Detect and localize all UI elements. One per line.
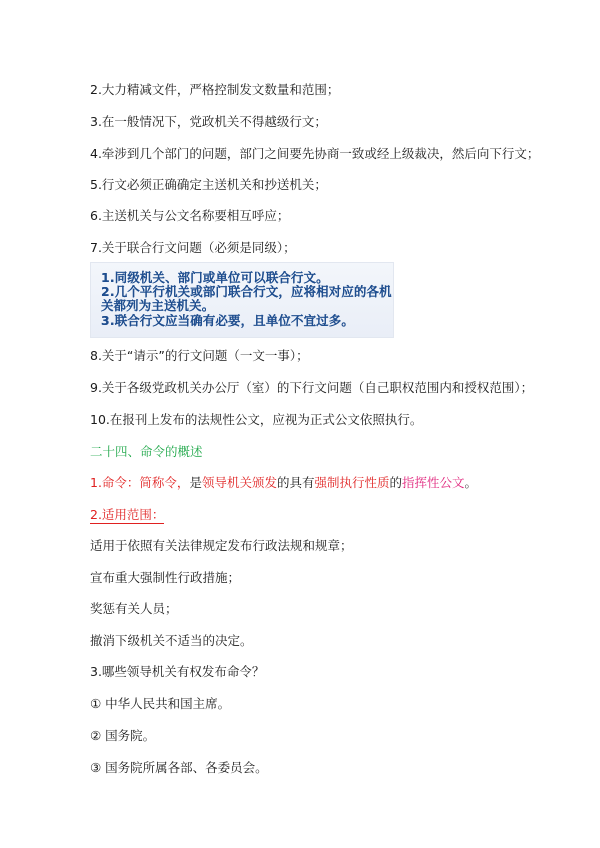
rule-10: 10.在报刊上发布的法规性公文，应视为正式公文依照执行。	[90, 412, 423, 427]
rule-4: 4.牵涉到几个部门的问题，部门之间要先协商一致或经上级裁决，然后向下行文；	[90, 146, 540, 161]
definition-prefix: 1.命令：简称令，	[90, 475, 190, 490]
definition-text: 的	[389, 475, 403, 490]
rule-5: 5.行文必须正确确定主送机关和抄送机关；	[90, 177, 327, 192]
rule-9: 9.关于各级党政机关办公厅（室）的下行文问题（自己职权范围内和授权范围）；	[90, 380, 534, 395]
authority-item: ① 中华人民共和国主席。	[90, 696, 231, 711]
question-3: 3.哪些领导机关有权发布命令？	[90, 664, 265, 679]
joint-document-note-image	[90, 262, 394, 338]
image-note-line: 2.几个平行机关或部门联合行文，应将相对应的各机	[101, 284, 392, 300]
authority-item: ② 国务院。	[90, 728, 156, 743]
definition-type: 指挥性公文	[402, 475, 465, 490]
definition-issuer: 领导机关颁发	[201, 475, 277, 490]
definition-text: 。	[464, 475, 478, 490]
scope-item: 奖惩有关人员；	[90, 601, 178, 616]
rule-7: 7.关于联合行文问题（必须是同级）；	[90, 240, 296, 255]
rule-8: 8.关于“请示”的行文问题（一文一事）；	[90, 348, 309, 363]
image-note-line: 关都列为主送机关。	[101, 298, 215, 314]
definition-text: 是	[189, 475, 202, 490]
image-note-line: 1.同级机关、部门或单位可以联合行文。	[101, 270, 329, 285]
scope-item: 宣布重大强制性行政措施；	[90, 570, 241, 585]
scope-item: 适用于依照有关法律规定发布行政法规和规章；	[90, 538, 353, 553]
scope-label-line	[90, 507, 164, 523]
scope-label: 2.适用范围：	[90, 507, 165, 522]
section-heading: 二十四、命令的概述	[90, 444, 203, 459]
rule-6: 6.主送机关与公文名称要相互呼应；	[90, 208, 290, 223]
authority-item: ③ 国务院所属各部、各委员会。	[90, 760, 268, 775]
definition-nature: 强制执行性质	[314, 475, 390, 490]
definition-text: 的具有	[276, 475, 315, 490]
rule-2: 2.大力精减文件，严格控制发文数量和范围；	[90, 82, 340, 97]
image-note-line: 3.联合行文应当确有必要，且单位不宜过多。	[101, 312, 354, 328]
command-definition	[90, 475, 477, 491]
rule-3: 3.在一般情况下，党政机关不得越级行文；	[90, 114, 327, 129]
scope-item: 撤消下级机关不适当的决定。	[90, 633, 253, 648]
